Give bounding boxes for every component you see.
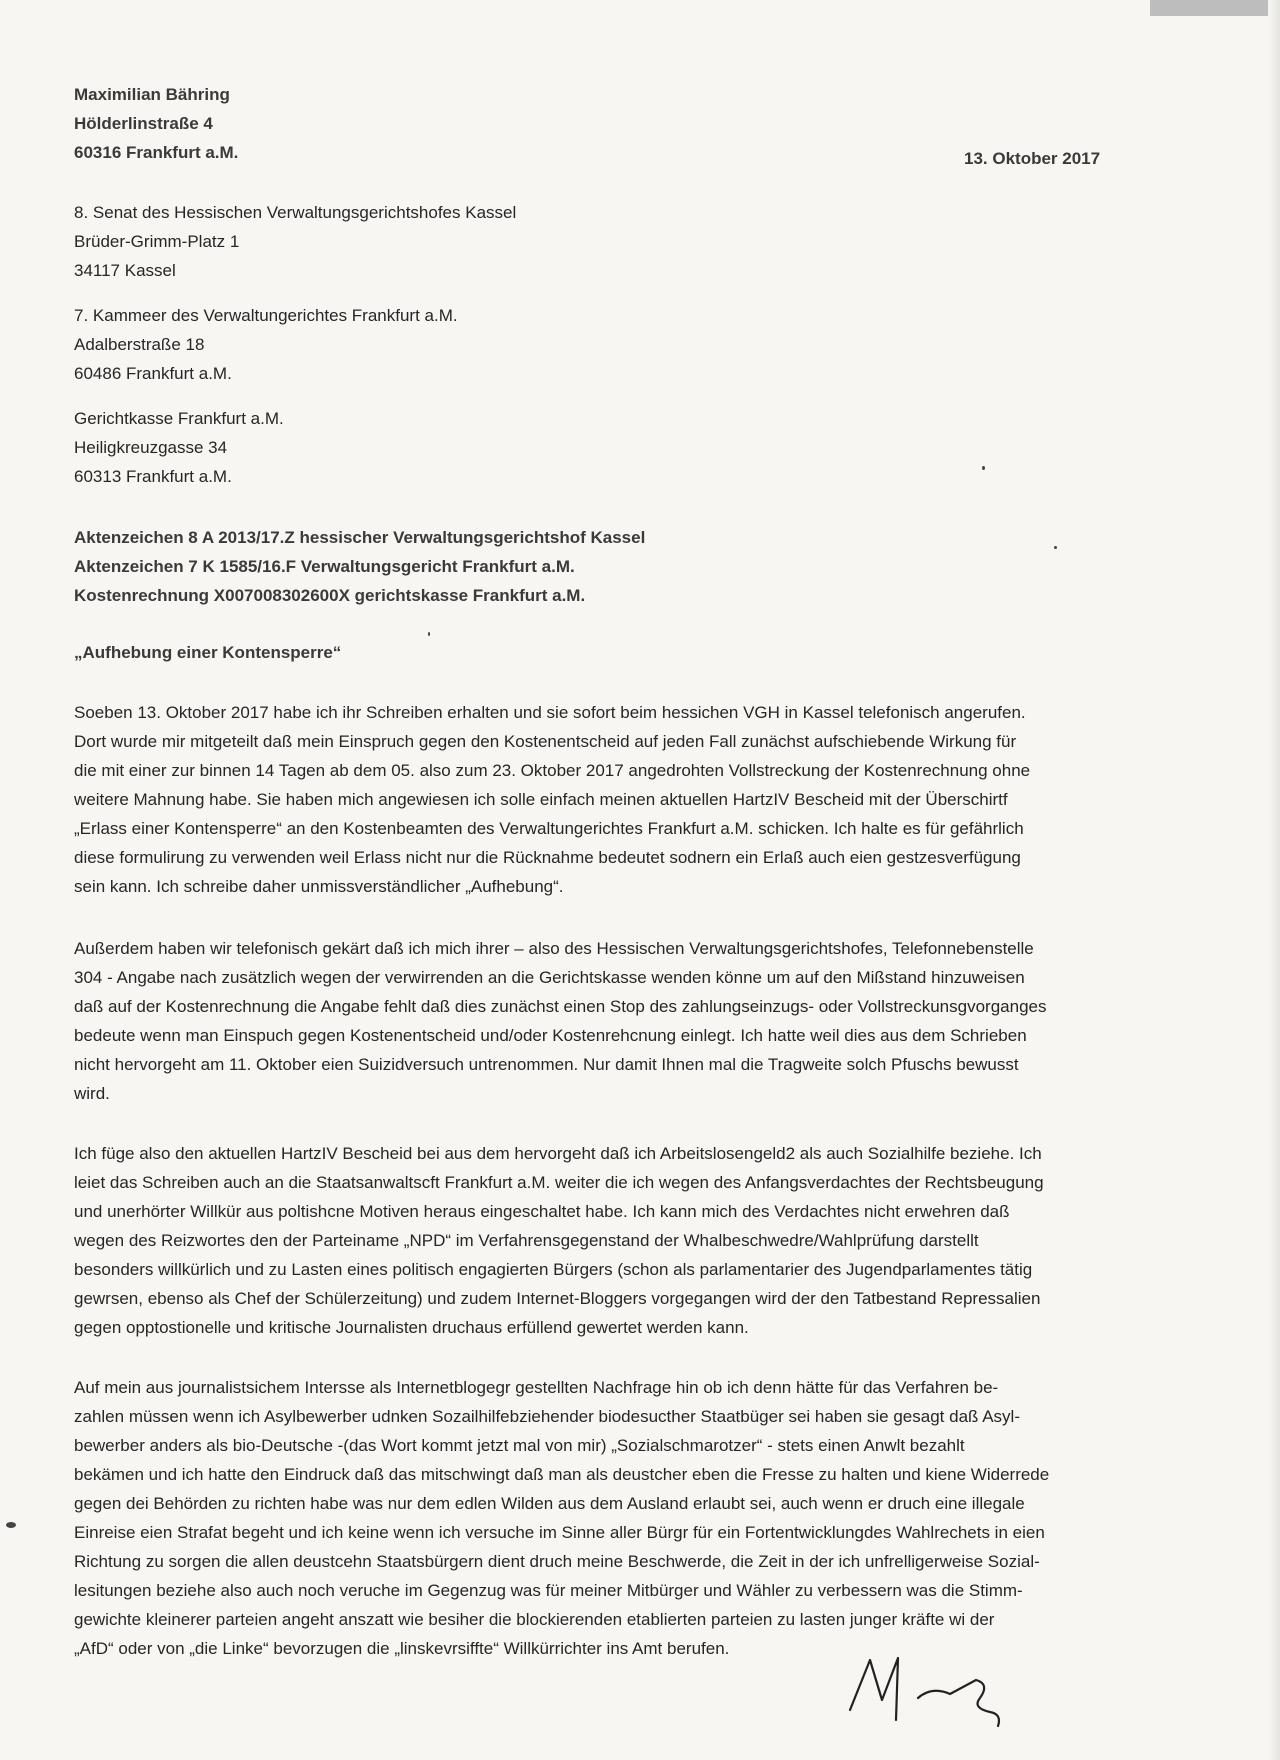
paragraph-line: Richtung zu sorgen die allen deustcehn Staatsbürgern dient druch meine Beschwerde, die Zeit in der ich unfrelligerweise Sozial-: [74, 1552, 1040, 1571]
paragraph-line: diese formulirung zu verwenden weil Erlass nicht nur die Rücknahme bedeutet sodnern ein Erlaß auch eien gestzesverfügung: [74, 848, 1021, 867]
paragraph-line: sein kann. Ich schreibe daher unmissverständlicher „Aufhebung“.: [74, 877, 564, 896]
paragraph-line: Außerdem haben wir telefonisch gekärt daß ich mich ihrer – also des Hessischen Verwaltungsgerichtshofes, Telefonnebenstelle: [74, 939, 1034, 958]
paragraph-line: lesitungen beziehe also auch noch veruche im Gegenzug was für meiner Mitbürger und Wähler zu verbessern was die Stimm-: [74, 1581, 1023, 1600]
paragraph-line: gegen dei Behörden zu richten habe was nur dem edlen Wilden aus dem Ausland erlaubt sei, auch wenn er druch eine illegale: [74, 1494, 1025, 1513]
paragraph-line: Soeben 13. Oktober 2017 habe ich ihr Schreiben erhalten und sie sofort beim hessichen VGH in Kassel telefonisch angerufen.: [74, 703, 1026, 722]
paragraph-line: bedeute wenn man Einspuch gegen Kostenentscheid und/oder Kostenrehcnung einlegt. Ich hatte weil dies aus dem Schrieben: [74, 1026, 1027, 1045]
recipient-block: [74, 404, 284, 491]
body-paragraph: [74, 698, 1174, 901]
paragraph-line: zahlen müssen wenn ich Asylbewerber udnken Sozailhilfebziehender biodesucther Staatbüger sei haben sie gesagt daß Asyl-: [74, 1407, 1020, 1426]
recipient-block: [74, 301, 458, 388]
letter-date: 13. Oktober 2017: [964, 149, 1101, 168]
paragraph-line: „Erlass einer Kontensperre“ an den Kostenbeamten des Verwaltungerichtes Frankfurt a.M. schicken. Ich halte es für gefährlich: [74, 819, 1024, 838]
paragraph-line: und unerhörter Willkür aus poltishcne Motiven heraus eingeschaltet habe. Ich kann mich des Verdachtes nicht erwehren daß: [74, 1202, 1010, 1221]
body-paragraph: [74, 934, 1174, 1108]
scan-edge-right: [1268, 0, 1280, 1760]
paragraph-line: weitere Mahnung habe. Sie haben mich angewiesen ich solle einfach meinen aktuellen HartzIV Bescheid mit der Überschirtf: [74, 790, 1008, 809]
paragraph-line: gegen opptostionelle und kritische Journalisten druchaus erfüllend gewertet werden kann.: [74, 1318, 749, 1337]
scan-speck: [1054, 546, 1057, 549]
recipient-line: 8. Senat des Hessischen Verwaltungsgerichtshofes Kassel: [74, 203, 517, 222]
body-paragraph: [74, 1373, 1174, 1663]
paragraph-line: Ich füge also den aktuellen HartzIV Bescheid bei aus dem hervorgeht daß ich Arbeitslosengeld2 als auch Sozialhilfe beziehe. Ich: [74, 1144, 1042, 1163]
recipient-line: 34117 Kassel: [74, 261, 176, 280]
reference-line: Kostenrechnung X007008302600X gerichtskasse Frankfurt a.M.: [74, 586, 586, 605]
recipient-line: Heiligkreuzgasse 34: [74, 438, 228, 457]
handwritten-signature: [840, 1640, 1040, 1730]
scan-speck: [428, 632, 430, 636]
sender-street: Hölderlinstraße 4: [74, 114, 213, 133]
scan-speck: [982, 466, 985, 470]
recipient-line: 60313 Frankfurt a.M.: [74, 467, 232, 486]
reference-line: Aktenzeichen 8 A 2013/17.Z hessischer Verwaltungsgerichtshof Kassel: [74, 528, 646, 547]
paragraph-line: Auf mein aus journalistsichem Intersse als Internetblogegr gestellten Nachfrage hin ob ich denn hätte für das Verfahren be-: [74, 1378, 999, 1397]
reference-block: [74, 523, 645, 610]
recipient-line: 7. Kammeer des Verwaltungerichtes Frankfurt a.M.: [74, 306, 458, 325]
body-paragraph: [74, 1139, 1174, 1342]
paragraph-line: 304 - Angabe nach zusätzlich wegen der verwirrenden an die Gerichtskasse wenden könne um auf den Mißstand hinzuweisen: [74, 968, 1025, 987]
sender-city: 60316 Frankfurt a.M.: [74, 143, 239, 162]
paragraph-line: Dort wurde mir mitgeteilt daß mein Einspruch gegen den Kostenentscheid auf jeden Fall zunächst aufschiebende Wirkung für: [74, 732, 1017, 751]
paragraph-line: bewerber anders als bio-Deutsche -(das Wort kommt jetzt mal von mir) „Sozialschmarotzer“ - stets einen Anwlt bezahlt: [74, 1436, 965, 1455]
recipient-line: Brüder-Grimm-Platz 1: [74, 232, 240, 251]
paragraph-line: gewichte kleinerer parteien angeht anszatt wie besiher die blockierenden etablierten parteien zu lasten junger kräfte wi der: [74, 1610, 995, 1629]
paragraph-line: „AfD“ oder von „die Linke“ bevorzugen die „linskevrsiffte“ Willkürrichter ins Amt berufen.: [74, 1639, 730, 1658]
paragraph-line: nicht hervorgeht am 11. Oktober eien Suizidversuch untrenommen. Nur damit Ihnen mal die Tragweite solch Pfuschs bewusst: [74, 1055, 1019, 1074]
sender-name: Maximilian Bähring: [74, 85, 230, 104]
paragraph-line: wegen des Reizwortes den der Parteiname „NPD“ im Verfahrensgegenstand der Whalbeschwedre/Wahlprüfung darstellt: [74, 1231, 979, 1250]
paragraph-line: die mit einer zur binnen 14 Tagen ab dem 05. also zum 23. Oktober 2017 angedrohten Vollstreckung der Kostenrechnung ohne: [74, 761, 1031, 780]
recipient-line: Adalberstraße 18: [74, 335, 205, 354]
paragraph-line: daß auf der Kostenrechnung die Angabe fehlt daß dies zunächst einen Stop des zahlungseinzugs- oder Vollstreckunsgvorganges: [74, 997, 1047, 1016]
paragraph-line: wird.: [74, 1084, 110, 1103]
scan-edge-top: [1150, 0, 1280, 16]
paragraph-line: besonders willkürlich und zu Lasten eines politisch engagierten Bürgers (schon als parlamentarier des Jugendparlamentes tätig: [74, 1260, 1033, 1279]
sender-block: [74, 80, 238, 167]
reference-line: Aktenzeichen 7 K 1585/16.F Verwaltungsgericht Frankfurt a.M.: [74, 557, 575, 576]
recipient-block: [74, 198, 516, 285]
subject-line: „Aufhebung einer Kontensperre“: [74, 643, 342, 662]
paragraph-line: gewrsen, ebenso als Chef der Schülerzeitung) und zudem Internet-Bloggers vorgegangen wird der den Tatbestand Repressalien: [74, 1289, 1041, 1308]
recipient-line: 60486 Frankfurt a.M.: [74, 364, 232, 383]
paragraph-line: leiet das Schreiben auch an die Staatsanwaltscft Frankfurt a.M. weiter die ich wegen des Anfangsverdachtes der Rechtsbeugung: [74, 1173, 1044, 1192]
recipient-line: Gerichtkasse Frankfurt a.M.: [74, 409, 284, 428]
scan-speck: [6, 1522, 16, 1528]
paragraph-line: Einreise eien Strafat begeht und ich keine wenn ich versuche im Sinne aller Bürgr für ein Fortentwicklungdes Wahlrechets in eien: [74, 1523, 1045, 1542]
paragraph-line: bekämen und ich hatte den Eindruck daß das mitschwingt daß man als deustcher eben die Fresse zu halten und kiene Widerrede: [74, 1465, 1050, 1484]
